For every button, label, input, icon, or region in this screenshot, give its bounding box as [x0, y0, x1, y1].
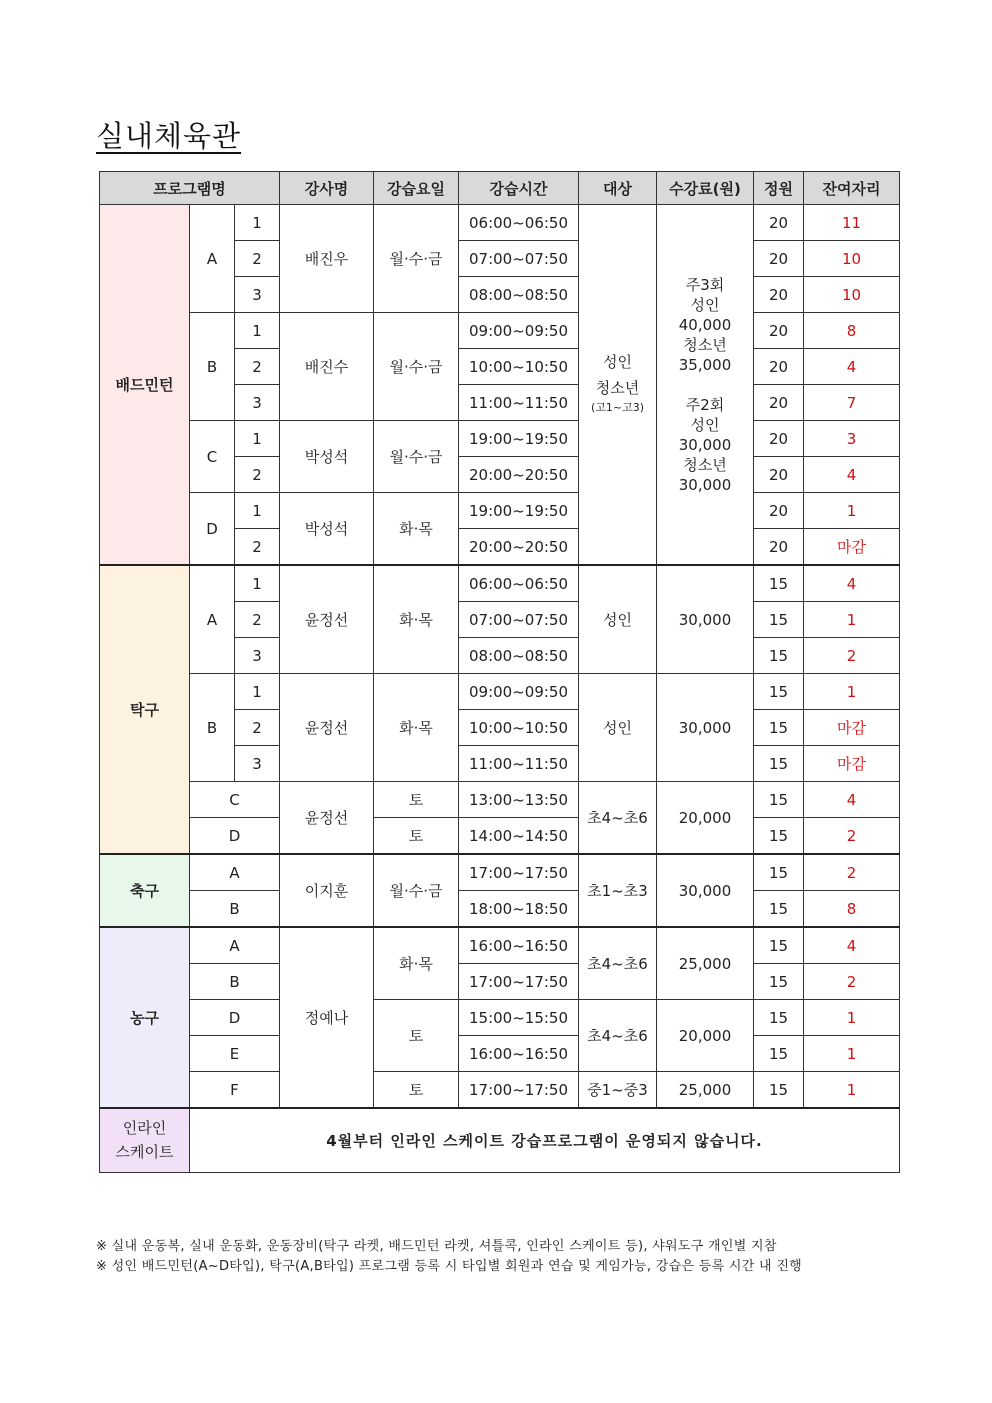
- table-row: [100, 1036, 900, 1072]
- session-no: 2: [235, 349, 280, 385]
- instructor: 윤정선: [280, 565, 374, 674]
- time: 11:00~11:50: [459, 385, 579, 421]
- remaining: 10: [804, 277, 900, 313]
- capacity: 15: [754, 1036, 804, 1072]
- days: 토: [374, 782, 459, 818]
- days: 월·수·금: [374, 854, 459, 927]
- table-row: [100, 1072, 900, 1109]
- remaining: 1: [804, 493, 900, 529]
- table-row: [100, 205, 900, 241]
- time: 16:00~16:50: [459, 927, 579, 964]
- time: 14:00~14:50: [459, 818, 579, 855]
- fee-line: 청소년: [683, 455, 727, 474]
- time: 06:00~06:50: [459, 205, 579, 241]
- fee: 30,000: [657, 565, 754, 674]
- time: 18:00~18:50: [459, 891, 579, 928]
- remaining: 2: [804, 818, 900, 855]
- session-no: 2: [235, 602, 280, 638]
- capacity: 15: [754, 602, 804, 638]
- instructor: 박성석: [280, 421, 374, 493]
- remaining: 4: [804, 565, 900, 602]
- session-no: 1: [235, 313, 280, 349]
- table-row: [100, 313, 900, 349]
- target: 초4~초6: [579, 782, 657, 855]
- skate-line: 인라인: [122, 1119, 167, 1138]
- table-row: [100, 1000, 900, 1036]
- fee: 25,000: [657, 927, 754, 1000]
- group-label: C: [190, 421, 235, 493]
- session-no: 1: [235, 674, 280, 710]
- capacity: 15: [754, 854, 804, 891]
- fee-line: 성인: [690, 415, 720, 434]
- session-no: 2: [235, 241, 280, 277]
- time: 19:00~19:50: [459, 493, 579, 529]
- page-title: 실내체육관: [96, 119, 242, 153]
- fee: 30,000: [657, 854, 754, 927]
- capacity: 20: [754, 241, 804, 277]
- table-row: [100, 927, 900, 964]
- schedule-table: [99, 171, 900, 1173]
- remaining: 8: [804, 313, 900, 349]
- capacity: 15: [754, 782, 804, 818]
- note-line: ※ 실내 운동복, 실내 운동화, 운동장비(탁구 라켓, 배드민턴 라켓, 셔틀콕, 인라인 스케이트 등), 샤워도구 개인별 지참: [96, 1239, 777, 1254]
- instructor: 윤정선: [280, 674, 374, 782]
- remaining: 1: [804, 1036, 900, 1072]
- fee: 20,000: [657, 1000, 754, 1072]
- capacity: 20: [754, 457, 804, 493]
- capacity: 15: [754, 674, 804, 710]
- capacity: 20: [754, 205, 804, 241]
- remaining: 10: [804, 241, 900, 277]
- time: 16:00~16:50: [459, 1036, 579, 1072]
- time: 09:00~09:50: [459, 674, 579, 710]
- time: 07:00~07:50: [459, 241, 579, 277]
- capacity: 15: [754, 1000, 804, 1036]
- group-label: E: [190, 1036, 280, 1072]
- session-no: 1: [235, 493, 280, 529]
- capacity: 15: [754, 638, 804, 674]
- instructor: 배진수: [280, 313, 374, 421]
- table-row: [100, 421, 900, 457]
- remaining: 4: [804, 927, 900, 964]
- group-label: C: [190, 782, 280, 818]
- remaining: 마감: [804, 746, 900, 782]
- header-time: 강습시간: [459, 172, 579, 205]
- days: 월·수·금: [374, 205, 459, 313]
- capacity: 20: [754, 349, 804, 385]
- capacity: 15: [754, 818, 804, 855]
- table-row: [100, 1108, 900, 1172]
- target: 초4~초6: [579, 927, 657, 1000]
- table-row: [100, 854, 900, 891]
- remaining: 1: [804, 1000, 900, 1036]
- header-fee: 수강료(원): [657, 172, 754, 205]
- table-row: [100, 818, 900, 855]
- target: 성인: [579, 674, 657, 782]
- session-no: 1: [235, 565, 280, 602]
- capacity: 20: [754, 313, 804, 349]
- remaining: 2: [804, 638, 900, 674]
- remaining: 4: [804, 457, 900, 493]
- table-row: [100, 565, 900, 602]
- table-row: [100, 891, 900, 928]
- instructor: 윤정선: [280, 782, 374, 855]
- fee-line: 성인: [690, 295, 720, 314]
- capacity: 20: [754, 277, 804, 313]
- instructor: 정예나: [280, 927, 374, 1108]
- capacity: 15: [754, 746, 804, 782]
- capacity: 20: [754, 385, 804, 421]
- time: 17:00~17:50: [459, 964, 579, 1000]
- header-capacity: 정원: [754, 172, 804, 205]
- days: 월·수·금: [374, 421, 459, 493]
- target: 성인: [579, 565, 657, 674]
- group-label: B: [190, 964, 280, 1000]
- group-label: B: [190, 313, 235, 421]
- time: 08:00~08:50: [459, 638, 579, 674]
- session-no: 1: [235, 205, 280, 241]
- target-line: 성인: [603, 352, 632, 371]
- days: 토: [374, 1072, 459, 1109]
- time: 08:00~08:50: [459, 277, 579, 313]
- group-label: B: [190, 674, 235, 782]
- fee: [657, 205, 754, 566]
- instructor: 이지훈: [280, 854, 374, 927]
- days: 화·목: [374, 674, 459, 782]
- remaining: 2: [804, 854, 900, 891]
- group-label: D: [190, 1000, 280, 1036]
- fee-line: 주2회: [685, 395, 725, 414]
- time: 20:00~20:50: [459, 457, 579, 493]
- category-basketball: 농구: [100, 927, 190, 1108]
- target-line: 청소년: [595, 378, 640, 397]
- session-no: 3: [235, 638, 280, 674]
- notes: [96, 1237, 896, 1277]
- target-line: (고1~고3): [590, 400, 645, 414]
- capacity: 20: [754, 421, 804, 457]
- group-label: F: [190, 1072, 280, 1109]
- fee-line: 40,000: [678, 315, 732, 334]
- session-no: 2: [235, 529, 280, 566]
- fee-line: 청소년: [683, 335, 727, 354]
- header-remaining: 잔여자리: [804, 172, 900, 205]
- group-label: A: [190, 565, 235, 674]
- remaining: 마감: [804, 710, 900, 746]
- time: 19:00~19:50: [459, 421, 579, 457]
- target: 초1~초3: [579, 854, 657, 927]
- fee-line: 주3회: [685, 275, 725, 294]
- skate-message: 4월부터 인라인 스케이트 강습프로그램이 운영되지 않습니다.: [190, 1108, 900, 1172]
- category-soccer: 축구: [100, 854, 190, 927]
- header-days: 강습요일: [374, 172, 459, 205]
- remaining: 1: [804, 602, 900, 638]
- remaining: 1: [804, 674, 900, 710]
- time: 11:00~11:50: [459, 746, 579, 782]
- remaining: 마감: [804, 529, 900, 566]
- target: 중1~중3: [579, 1072, 657, 1109]
- time: 10:00~10:50: [459, 349, 579, 385]
- days: 토: [374, 818, 459, 855]
- table-row: [100, 782, 900, 818]
- capacity: 15: [754, 927, 804, 964]
- header-row: [100, 172, 900, 205]
- header-program: 프로그램명: [100, 172, 280, 205]
- capacity: 15: [754, 891, 804, 928]
- time: 20:00~20:50: [459, 529, 579, 566]
- time: 17:00~17:50: [459, 854, 579, 891]
- time: 06:00~06:50: [459, 565, 579, 602]
- capacity: 15: [754, 565, 804, 602]
- fee-line: 30,000: [678, 435, 732, 454]
- remaining: 2: [804, 964, 900, 1000]
- fee: 30,000: [657, 674, 754, 782]
- capacity: 20: [754, 529, 804, 566]
- remaining: 4: [804, 349, 900, 385]
- target: 초4~초6: [579, 1000, 657, 1072]
- time: 15:00~15:50: [459, 1000, 579, 1036]
- time: 13:00~13:50: [459, 782, 579, 818]
- remaining: 4: [804, 782, 900, 818]
- session-no: 2: [235, 710, 280, 746]
- session-no: 2: [235, 457, 280, 493]
- skate-line: 스케이트: [115, 1143, 174, 1162]
- session-no: 1: [235, 421, 280, 457]
- remaining: 11: [804, 205, 900, 241]
- group-label: D: [190, 818, 280, 855]
- remaining: 7: [804, 385, 900, 421]
- days: 토: [374, 1000, 459, 1072]
- session-no: 3: [235, 385, 280, 421]
- category-tabletennis: 탁구: [100, 565, 190, 854]
- session-no: 3: [235, 277, 280, 313]
- note-line: ※ 성인 배드민턴(A~D타입), 탁구(A,B타입) 프로그램 등록 시 타입별 회원과 연습 및 게임가능, 강습은 등록 시간 내 진행: [96, 1259, 803, 1274]
- time: 09:00~09:50: [459, 313, 579, 349]
- group-label: A: [190, 927, 280, 964]
- instructor: 박성석: [280, 493, 374, 566]
- capacity: 15: [754, 1072, 804, 1109]
- capacity: 20: [754, 493, 804, 529]
- remaining: 1: [804, 1072, 900, 1109]
- table-row: [100, 493, 900, 529]
- capacity: 15: [754, 710, 804, 746]
- header-target: 대상: [579, 172, 657, 205]
- days: 화·목: [374, 927, 459, 1000]
- instructor: 배진우: [280, 205, 374, 313]
- days: 월·수·금: [374, 313, 459, 421]
- category-badminton: 배드민턴: [100, 205, 190, 566]
- session-no: 3: [235, 746, 280, 782]
- fee-line: 30,000: [678, 475, 732, 494]
- target: [579, 205, 657, 566]
- header-instructor: 강사명: [280, 172, 374, 205]
- time: 17:00~17:50: [459, 1072, 579, 1109]
- capacity: 15: [754, 964, 804, 1000]
- table-row: [100, 674, 900, 710]
- days: 화·목: [374, 565, 459, 674]
- category-skate: [100, 1108, 190, 1172]
- group-label: A: [190, 854, 280, 891]
- remaining: 3: [804, 421, 900, 457]
- group-label: B: [190, 891, 280, 928]
- time: 10:00~10:50: [459, 710, 579, 746]
- fee: 20,000: [657, 782, 754, 855]
- time: 07:00~07:50: [459, 602, 579, 638]
- remaining: 8: [804, 891, 900, 928]
- fee-line: 35,000: [678, 355, 732, 374]
- fee: 25,000: [657, 1072, 754, 1109]
- group-label: D: [190, 493, 235, 566]
- group-label: A: [190, 205, 235, 313]
- days: 화·목: [374, 493, 459, 566]
